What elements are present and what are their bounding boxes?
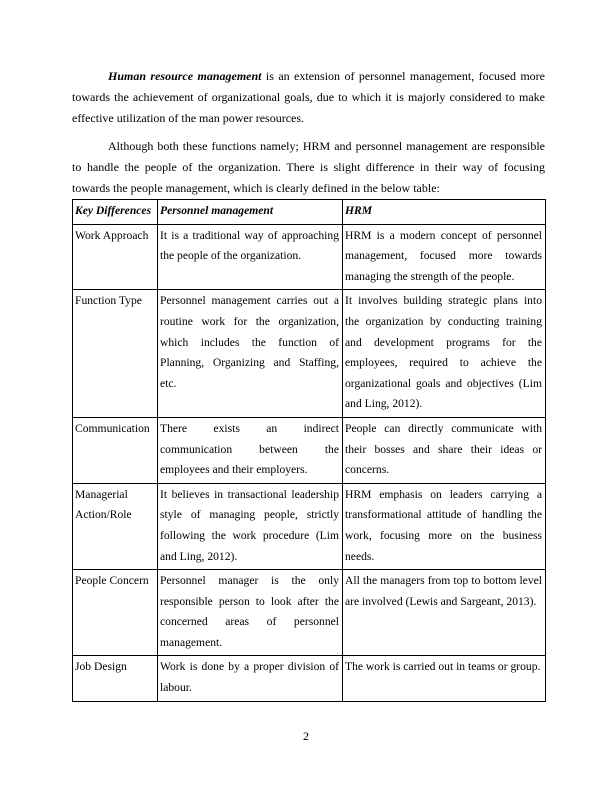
- row-label: Job Design: [73, 656, 158, 701]
- row-label: People Concern: [73, 570, 158, 656]
- table-row: [73, 290, 546, 418]
- comparison-paragraph: Although both these functions namely; HRM and personnel management are responsible to handle the people of the organization. There is slight difference in their way of focusing towards the people management, which is clearly defined in the below table:: [72, 139, 545, 195]
- hrm-cell: HRM is a modern concept of personnel management, focused more towards managing the strength of the people.: [343, 224, 546, 290]
- hrm-cell: It involves building strategic plans into the organization by conducting training and development programs for the employees, required to achieve the organizational goals and objectives (Lim and Ling, 2012).: [343, 290, 546, 418]
- personnel-cell: Personnel management carries out a routine work for the organization, which includes the function of Planning, Organizing and Staffing, etc.: [158, 290, 343, 418]
- personnel-cell: Work is done by a proper division of labour.: [158, 656, 343, 701]
- hrm-cell: People can directly communicate with their bosses and share their ideas or concerns.: [343, 417, 546, 483]
- hrm-cell: All the managers from top to bottom level are involved (Lewis and Sargeant, 2013).: [343, 570, 546, 656]
- table-row: [73, 656, 546, 701]
- lead-term: Human resource management: [108, 69, 262, 83]
- personnel-cell: It believes in transactional leadership style of managing people, strictly following the work procedure (Lim and Ling, 2012).: [158, 483, 343, 569]
- hrm-cell: HRM emphasis on leaders carrying a transformational attitude of handling the work, focusing more on the business needs.: [343, 483, 546, 569]
- header-key-differences: Key Differences: [73, 200, 158, 225]
- table-row: [73, 570, 546, 656]
- table-row: [73, 417, 546, 483]
- table-row: [73, 483, 546, 569]
- row-label: Function Type: [73, 290, 158, 418]
- comparison-table: [72, 199, 546, 702]
- intro-text: is an extension of personnel management, focused more towards the achievement of organizational goals, due to which it is majorly considered to make effective utilization of the man power resources.: [72, 69, 545, 125]
- header-hrm: HRM: [343, 200, 546, 225]
- page-number: 2: [303, 729, 309, 743]
- table-row: [73, 224, 546, 290]
- hrm-cell: The work is carried out in teams or group.: [343, 656, 546, 701]
- row-label: Managerial Action/Role: [73, 483, 158, 569]
- row-label: Communication: [73, 417, 158, 483]
- header-personnel-management: Personnel management: [158, 200, 343, 225]
- row-label: Work Approach: [73, 224, 158, 290]
- personnel-cell: It is a traditional way of approaching the people of the organization.: [158, 224, 343, 290]
- personnel-cell: Personnel manager is the only responsible person to look after the concerned areas of personnel management.: [158, 570, 343, 656]
- personnel-cell: There exists an indirect communication between the employees and their employers.: [158, 417, 343, 483]
- intro-paragraph: [72, 66, 545, 129]
- document-page: [72, 66, 545, 702]
- table-header-row: [73, 200, 546, 225]
